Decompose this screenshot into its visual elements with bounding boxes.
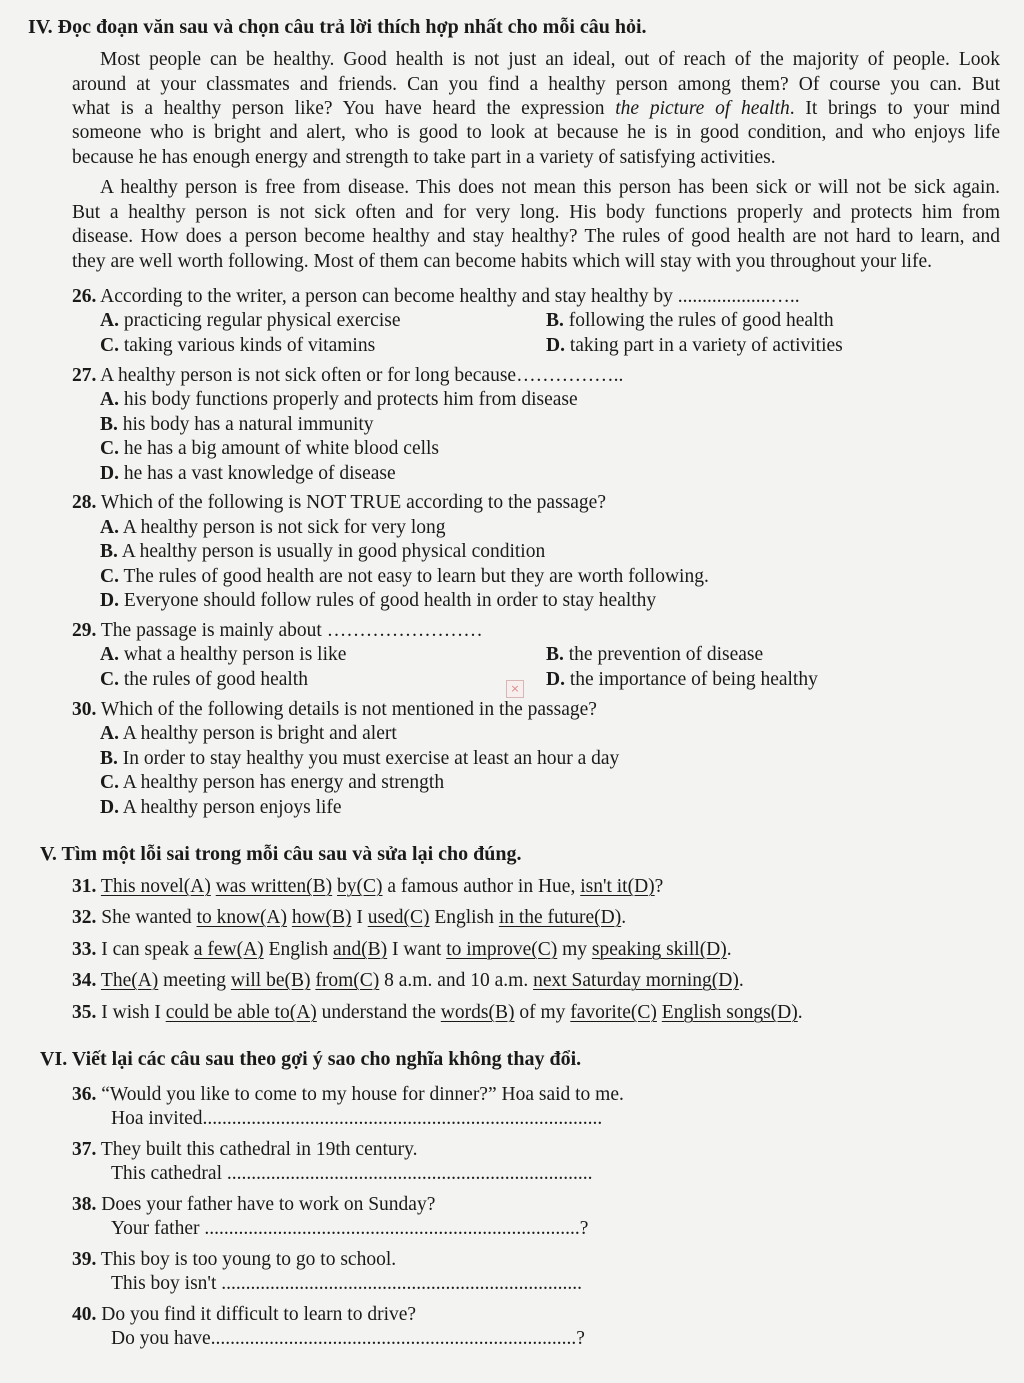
question-text: A healthy person is not sick often or for long because…………….. <box>96 365 624 386</box>
section-iv-heading: IV. Đọc đoạn văn sau và chọn câu trả lời thích hợp nhất cho mỗi câu hỏi. <box>28 16 647 38</box>
question-text: This boy is too young to go to school. <box>96 1249 397 1270</box>
sentence-fragment: . <box>797 1002 803 1023</box>
option-letter: D. <box>100 463 119 484</box>
option-letter: D. <box>546 335 565 356</box>
question-number: 27. <box>72 365 97 386</box>
underlined-option: was written(B) <box>215 876 333 897</box>
option-text: A healthy person is usually in good physical condition <box>117 541 546 562</box>
passage-line: A healthy person is free from disease. This does not mean this person has been sick or will not be sick again. <box>100 177 1000 198</box>
question-number: 35. <box>72 1002 97 1023</box>
question-text: They built this cathedral in 19th century. <box>96 1139 418 1160</box>
answer-line-36[interactable]: Hoa invited.................................................................................. <box>111 1108 603 1129</box>
option-text: A healthy person enjoys life <box>118 797 342 818</box>
underlined-option: English songs(D) <box>661 1002 798 1023</box>
option-letter: A. <box>100 644 119 665</box>
question-26 <box>72 286 800 308</box>
error-sentence-35 <box>72 1002 803 1024</box>
question-text: The passage is mainly about …………………… <box>96 620 483 641</box>
passage-line: they are well worth following. Most of them can become habits which will stay with you throughout your life. <box>72 251 932 272</box>
option-text: he has a vast knowledge of disease <box>118 463 396 484</box>
option-26d <box>546 335 843 357</box>
passage-line: Most people can be healthy. Good health is not just an ideal, out of reach of the majority of people. Look <box>100 49 1000 70</box>
section-vi-heading: VI. Viết lại các câu sau theo gợi ý sao cho nghĩa không thay đổi. <box>40 1048 582 1070</box>
underlined-option: by(C) <box>337 876 383 897</box>
option-28c <box>100 566 709 588</box>
option-letter: B. <box>100 414 118 435</box>
sentence-fragment: . <box>726 939 732 960</box>
question-number: 34. <box>72 970 97 991</box>
option-text: A healthy person has energy and strength <box>118 772 445 793</box>
question-text: Do you find it difficult to learn to drive? <box>96 1304 417 1325</box>
sentence-fragment: . <box>738 970 744 991</box>
sentence-fragment: ? <box>654 876 664 897</box>
underlined-option: from(C) <box>315 970 380 991</box>
passage-fragment: what is a healthy person like? You have heard the expression <box>72 98 616 119</box>
sentence-fragment: English <box>429 907 499 928</box>
sentence-fragment: understand the <box>316 1002 441 1023</box>
option-text: practicing regular physical exercise <box>118 310 401 331</box>
option-28a <box>100 517 446 539</box>
underlined-option: in the future(D) <box>498 907 622 928</box>
option-text: his body has a natural immunity <box>117 414 374 435</box>
option-26a <box>100 310 401 332</box>
question-number: 38. <box>72 1194 97 1215</box>
underlined-option: words(B) <box>440 1002 515 1023</box>
sentence-fragment: English <box>263 939 334 960</box>
underlined-option: next Saturday morning(D) <box>533 970 739 991</box>
option-letter: D. <box>100 590 119 611</box>
option-text: the prevention of disease <box>563 644 764 665</box>
question-text: According to the writer, a person can become healthy and stay healthy by ...................….. <box>96 286 800 307</box>
rewrite-36 <box>72 1084 624 1106</box>
rewrite-37 <box>72 1139 418 1161</box>
question-30 <box>72 699 597 721</box>
option-letter: B. <box>546 644 564 665</box>
option-letter: D. <box>100 797 119 818</box>
answer-line-39[interactable]: This boy isn't .......................................................................... <box>111 1273 582 1294</box>
underlined-option: a few(A) <box>193 939 264 960</box>
sentence-fragment: 8 a.m. and 10 a.m. <box>379 970 534 991</box>
option-text: following the rules of good health <box>563 310 834 331</box>
option-29b <box>546 644 763 666</box>
underlined-option: could be able to(A) <box>165 1002 317 1023</box>
option-27b <box>100 414 374 436</box>
passage-italic-phrase: the picture of health <box>615 98 790 119</box>
option-letter: C. <box>100 566 119 587</box>
passage-fragment: . It brings to your mind <box>789 98 1000 119</box>
option-30c <box>100 772 444 794</box>
rewrite-39 <box>72 1249 396 1271</box>
passage-line: But a healthy person is not sick often and for very long. His body functions properly and protects him from <box>72 202 1000 223</box>
question-number: 29. <box>72 620 97 641</box>
underlined-option: will be(B) <box>230 970 311 991</box>
option-29a <box>100 644 346 666</box>
option-letter: A. <box>100 723 119 744</box>
error-sentence-33 <box>72 939 732 961</box>
question-number: 31. <box>72 876 97 897</box>
rewrite-38 <box>72 1194 435 1216</box>
sentence-fragment: . <box>621 907 627 928</box>
option-27d <box>100 463 396 485</box>
option-29c <box>100 669 308 691</box>
option-text: the importance of being healthy <box>564 669 818 690</box>
question-number: 26. <box>72 286 97 307</box>
question-number: 40. <box>72 1304 97 1325</box>
option-letter: C. <box>100 335 119 356</box>
option-28b <box>100 541 545 563</box>
sentence-fragment: meeting <box>158 970 231 991</box>
answer-line-40[interactable]: Do you have...........................................................................? <box>111 1328 585 1349</box>
underlined-option: The(A) <box>100 970 159 991</box>
sentence-fragment: She wanted <box>96 907 197 928</box>
underlined-option: speaking skill(D) <box>591 939 727 960</box>
question-number: 32. <box>72 907 97 928</box>
option-text: he has a big amount of white blood cells <box>118 438 440 459</box>
sentence-fragment: I <box>351 907 368 928</box>
option-letter: B. <box>100 541 118 562</box>
option-letter: C. <box>100 772 119 793</box>
error-sentence-34 <box>72 970 744 992</box>
section-v-heading: V. Tìm một lỗi sai trong mỗi câu sau và sửa lại cho đúng. <box>40 843 522 865</box>
sentence-fragment: my <box>557 939 592 960</box>
option-letter: D. <box>546 669 565 690</box>
question-number: 37. <box>72 1139 97 1160</box>
error-sentence-32 <box>72 907 626 929</box>
sentence-fragment: I wish I <box>96 1002 166 1023</box>
question-text: Which of the following details is not mentioned in the passage? <box>96 699 597 720</box>
question-28 <box>72 492 606 514</box>
option-text: Everyone should follow rules of good health in order to stay healthy <box>118 590 657 611</box>
option-letter: C. <box>100 438 119 459</box>
option-text: what a healthy person is like <box>118 644 347 665</box>
broken-image-icon: × <box>506 680 524 698</box>
underlined-option: used(C) <box>367 907 430 928</box>
option-text: In order to stay healthy you must exercise at least an hour a day <box>117 748 620 769</box>
underlined-option: isn't it(D) <box>580 876 655 897</box>
question-27 <box>72 365 623 387</box>
option-letter: A. <box>100 389 119 410</box>
sentence-fragment: I can speak <box>96 939 194 960</box>
passage-line: disease. How does a person become healthy and stay healthy? The rules of good health are not hard to learn, and <box>72 226 1000 247</box>
option-27a <box>100 389 578 411</box>
option-26c <box>100 335 375 357</box>
question-29 <box>72 620 483 642</box>
sentence-fragment: a famous author in Hue, <box>382 876 581 897</box>
option-text: The rules of good health are not easy to learn but they are worth following. <box>118 566 709 587</box>
option-letter: B. <box>100 748 118 769</box>
option-29d <box>546 669 818 691</box>
rewrite-40 <box>72 1304 416 1326</box>
question-text: “Would you like to come to my house for dinner?” Hoa said to me. <box>96 1084 624 1105</box>
passage-line <box>72 98 1000 120</box>
underlined-option: and(B) <box>333 939 388 960</box>
underlined-option: how(B) <box>291 907 352 928</box>
underlined-option: to improve(C) <box>446 939 558 960</box>
question-number: 30. <box>72 699 97 720</box>
sentence-fragment: of my <box>514 1002 571 1023</box>
option-27c <box>100 438 439 460</box>
question-text: Does your father have to work on Sunday? <box>96 1194 436 1215</box>
error-sentence-31 <box>72 876 663 898</box>
option-text: taking part in a variety of activities <box>564 335 843 356</box>
option-30b <box>100 748 619 770</box>
option-30a <box>100 723 397 745</box>
sentence-fragment: I want <box>387 939 447 960</box>
question-number: 28. <box>72 492 97 513</box>
underlined-option: favorite(C) <box>570 1002 657 1023</box>
question-text: Which of the following is NOT TRUE according to the passage? <box>96 492 606 513</box>
option-text: his body functions properly and protects him from disease <box>118 389 578 410</box>
option-letter: A. <box>100 310 119 331</box>
answer-line-37[interactable]: This cathedral ........................................................................... <box>111 1163 593 1184</box>
question-number: 39. <box>72 1249 97 1270</box>
option-letter: B. <box>546 310 564 331</box>
option-letter: C. <box>100 669 119 690</box>
option-letter: A. <box>100 517 119 538</box>
option-text: the rules of good health <box>118 669 308 690</box>
option-28d <box>100 590 656 612</box>
passage-line: around at your classmates and friends. Can you find a healthy person among them? Of course you can. But <box>72 74 1000 95</box>
option-26b <box>546 310 834 332</box>
passage-line: someone who is bright and alert, who is good to look at because he is in good condition, and who enjoys life <box>72 122 1000 143</box>
underlined-option: to know(A) <box>196 907 288 928</box>
option-text: A healthy person is not sick for very long <box>118 517 446 538</box>
option-text: A healthy person is bright and alert <box>118 723 397 744</box>
option-text: taking various kinds of vitamins <box>118 335 376 356</box>
option-30d <box>100 797 342 819</box>
passage-line: because he has enough energy and strength to take part in a variety of satisfying activities. <box>72 147 776 168</box>
question-number: 33. <box>72 939 97 960</box>
answer-line-38[interactable]: Your father .............................................................................? <box>111 1218 589 1239</box>
question-number: 36. <box>72 1084 97 1105</box>
underlined-option: This novel(A) <box>100 876 211 897</box>
